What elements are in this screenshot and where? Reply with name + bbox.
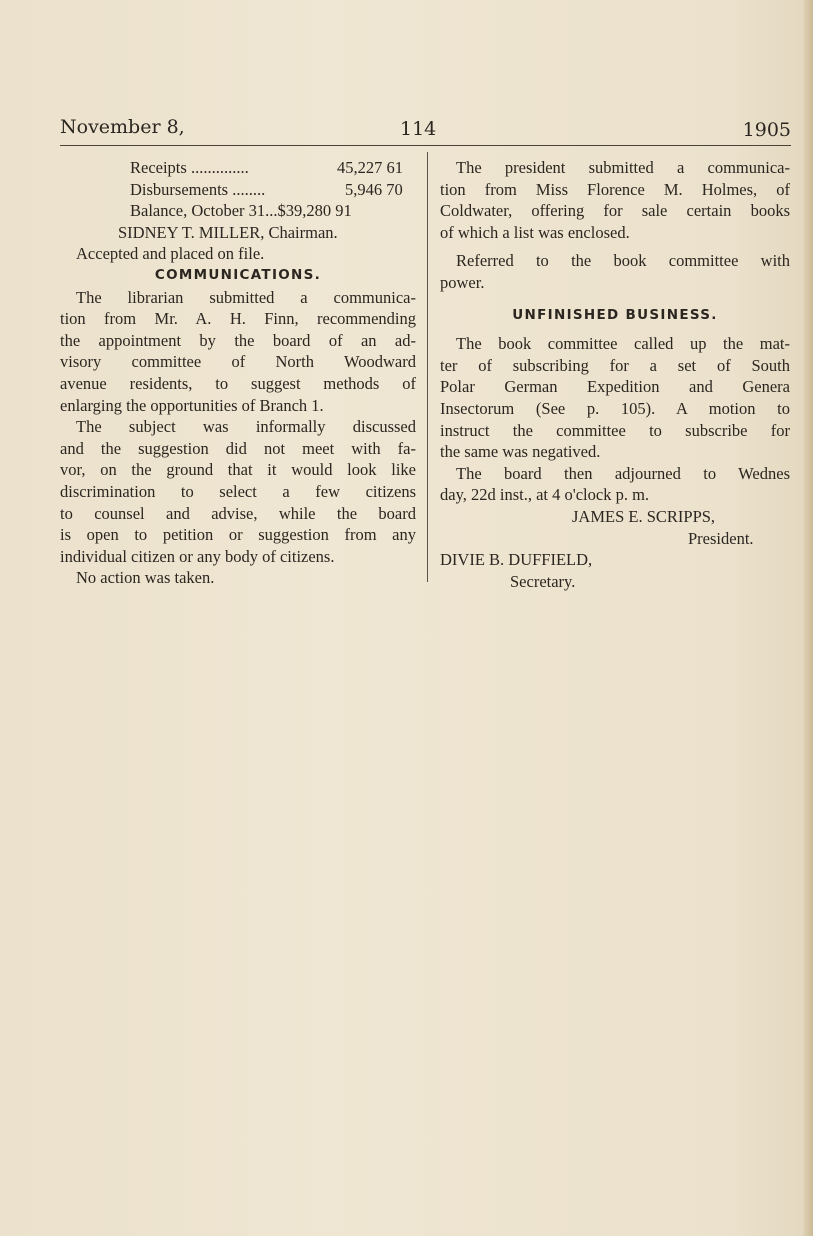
text-line: the same was negatived. [440,442,601,462]
page-number: 114 [400,118,437,140]
disbursements-label: Disbursements ........ [130,179,266,199]
header-rule [60,145,791,146]
secretary-name: DIVIE B. DUFFIELD, [440,550,593,570]
text-line: tion from Miss Florence M. Holmes, of [440,179,790,199]
chairman-signature: SIDNEY T. MILLER, Chairman. [118,222,338,242]
text-line: visory committee of North Woodward [60,352,416,372]
text-line: The board then adjourned to Wednes [456,463,790,483]
unfinished-business-heading: UNFINISHED BUSINESS. [512,306,718,323]
text-line: avenue residents, to suggest methods of [60,373,416,393]
text-line: The president submitted a communica- [456,158,790,177]
text-line: is open to petition or suggestion from any [60,525,416,545]
text-line: of which a list was enclosed. [440,222,630,242]
text-line: enlarging the opportunities of Branch 1. [60,395,324,415]
text-line: the appointment by the board of an ad- [60,330,416,350]
text-line: Coldwater, offering for sale certain books [440,201,790,221]
text-line: individual citizen or any body of citizens. [60,546,335,566]
disbursements-row [60,179,416,201]
header-year: 1905 [742,119,791,141]
text-line: The librarian submitted a communica- [76,287,416,307]
text-line: day, 22d inst., at 4 o'clock p. m. [440,485,650,505]
president-name: JAMES E. SCRIPPS, [572,506,716,526]
disbursements-value: 5,946 70 [345,179,403,199]
right-column [440,157,790,592]
text-line: vor, on the ground that it would look like [60,460,416,480]
balance-text: Balance, October 31...$39,280 91 [130,201,352,221]
column-divider [427,152,428,582]
text-line: Insectorum (See p. 105). A motion to [440,398,790,418]
receipts-label: Receipts .............. [130,158,249,177]
accepted-line: Accepted and placed on file. [76,244,265,264]
text-line: instruct the committee to subscribe for [440,420,790,440]
text-line: The subject was informally discussed [76,417,416,437]
communications-heading: COMMUNICATIONS. [154,266,322,283]
running-header [60,116,793,146]
text-line: No action was taken. [76,568,215,588]
text-line: Polar German Expedition and Genera [440,377,790,397]
text-line: power. [440,272,485,292]
text-line: ter of subscribing for a set of South [440,355,790,375]
text-line: and the suggestion did not meet with fa- [60,438,416,458]
text-line: tion from Mr. A. H. Finn, recommending [60,309,416,329]
president-title: President. [688,528,754,548]
text-line: Referred to the book committee with [456,251,790,271]
header-date: November 8, [60,116,185,138]
text-line: The book committee called up the mat- [456,334,790,354]
receipts-row [60,157,416,179]
secretary-title: Secretary. [510,571,576,591]
text-line: discrimination to select a few citizens [60,481,416,501]
page-edge-shadow [803,0,813,1236]
receipts-value: 45,227 61 [337,158,403,177]
balance-row [60,200,416,222]
left-column [60,157,416,589]
text-line: to counsel and advise, while the board [60,503,416,523]
